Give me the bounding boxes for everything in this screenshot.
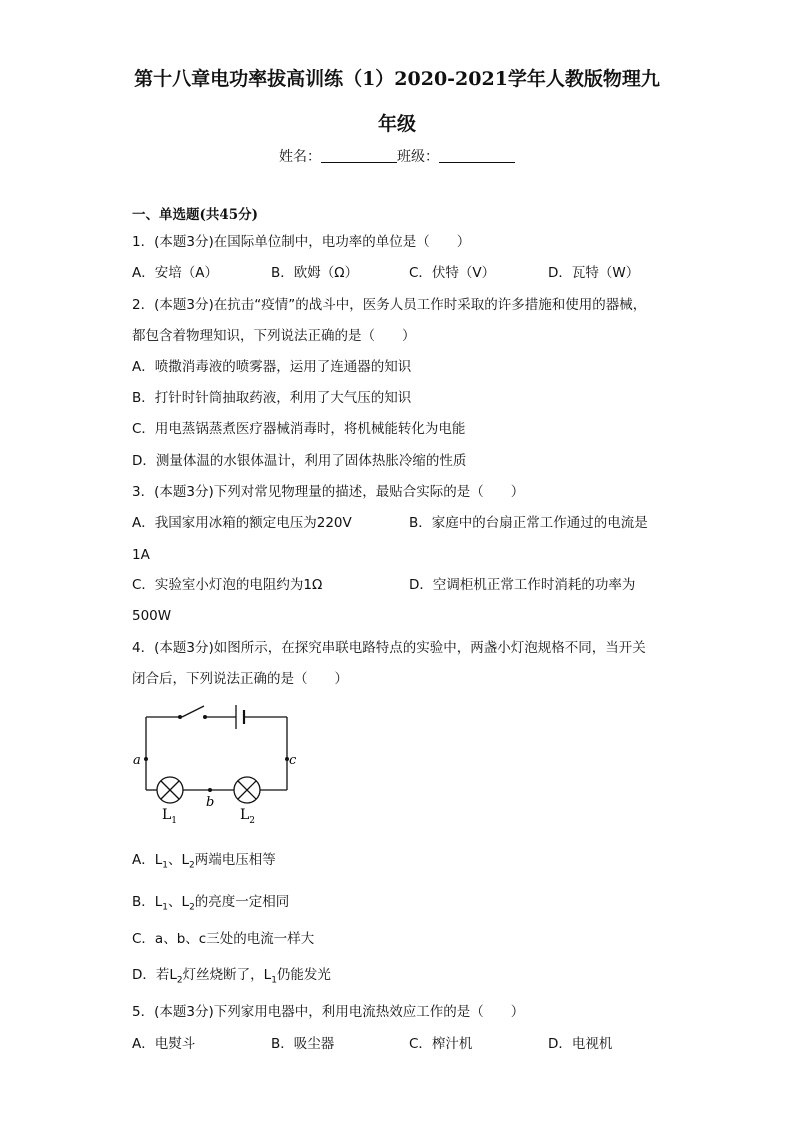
student-info-line <box>0 146 794 166</box>
q2-stem-line2: 都包含着物理知识，下列说法正确的是（ ） <box>132 328 416 344</box>
label-l2: $L_2$ <box>240 807 256 826</box>
label-b: b <box>206 795 215 810</box>
switch-contact <box>203 715 207 719</box>
class-label: 班级： <box>397 149 439 165</box>
q3-option-b: B．家庭中的台扇正常工作通过的电流是 <box>409 515 648 531</box>
name-blank[interactable] <box>321 148 397 163</box>
page-title-line1: 第十八章电功率拔高训练（1）2020-2021学年人教版物理九 <box>134 68 660 90</box>
label-l1: $L_1$ <box>162 807 178 826</box>
switch-blade <box>182 706 204 717</box>
q3-option-a: A．我国家用冰箱的额定电压为220V <box>132 515 352 531</box>
q1-option-c: C．伏特（V） <box>409 265 496 281</box>
label-a: a <box>133 753 141 768</box>
q1-option-a: A．安培（A） <box>132 265 218 281</box>
q4-option-a: A．$L_1$、$L_2$两端电压相等 <box>132 852 276 871</box>
q2-option-c: C．用电蒸锅蒸煮医疗器械消毒时，将机械能转化为电能 <box>132 421 466 437</box>
q3-option-d-cont: 500W <box>132 608 172 624</box>
q2-stem-line1: 2．(本题3分)在抗击“疫情”的战斗中，医务人员工作时采取的许多措施和使用的器械， <box>132 297 647 313</box>
q2-option-a: A．喷撒消毒液的喷雾器，运用了连通器的知识 <box>132 359 412 375</box>
q3-stem: 3．(本题3分)下列对常见物理量的描述，最贴合实际的是（ ） <box>132 484 525 500</box>
series-circuit-diagram <box>126 700 306 830</box>
q3-option-c: C．实验室小灯泡的电阻约为1Ω <box>132 577 323 593</box>
q4-stem-line1: 4．(本题3分)如图所示，在探究串联电路特点的实验中，两盏小灯泡规格不同，当开关 <box>132 640 646 656</box>
q5-stem: 5．(本题3分)下列家用电器中，利用电流热效应工作的是（ ） <box>132 1004 525 1020</box>
point-a <box>144 757 148 761</box>
section-heading: 一、单选题(共45分) <box>132 207 259 223</box>
q1-stem: 1．(本题3分)在国际单位制中，电功率的单位是（ ） <box>132 234 471 250</box>
q4-option-b: B．$L_1$、$L_2$的亮度一定相同 <box>132 894 290 913</box>
switch-pivot <box>178 715 182 719</box>
q5-option-c: C．榨汁机 <box>409 1036 473 1052</box>
q3-option-b-cont: 1A <box>132 547 150 563</box>
q4-stem-line2: 闭合后，下列说法正确的是（ ） <box>132 671 348 687</box>
q5-option-a: A．电熨斗 <box>132 1036 196 1052</box>
q5-option-b: B．吸尘器 <box>271 1036 335 1052</box>
q1-option-b: B．欧姆（Ω） <box>271 265 359 281</box>
q1-option-d: D．瓦特（W） <box>548 265 640 281</box>
q2-option-b: B．打针时针筒抽取药液，利用了大气压的知识 <box>132 390 412 406</box>
q5-option-d: D．电视机 <box>548 1036 613 1052</box>
q2-option-d: D．测量体温的水银体温计，利用了固体热胀冷缩的性质 <box>132 453 467 469</box>
label-c: c <box>289 753 297 768</box>
class-blank[interactable] <box>439 148 515 163</box>
q4-option-c: C．a、b、c三处的电流一样大 <box>132 931 315 947</box>
q4-option-d: D．若$L_2$灯丝烧断了，$L_1$仍能发光 <box>132 967 331 986</box>
q3-option-d: D．空调柜机正常工作时消耗的功率为 <box>409 577 636 593</box>
name-label: 姓名： <box>279 149 321 165</box>
page-title-line2: 年级 <box>377 113 416 135</box>
point-b <box>208 788 212 792</box>
